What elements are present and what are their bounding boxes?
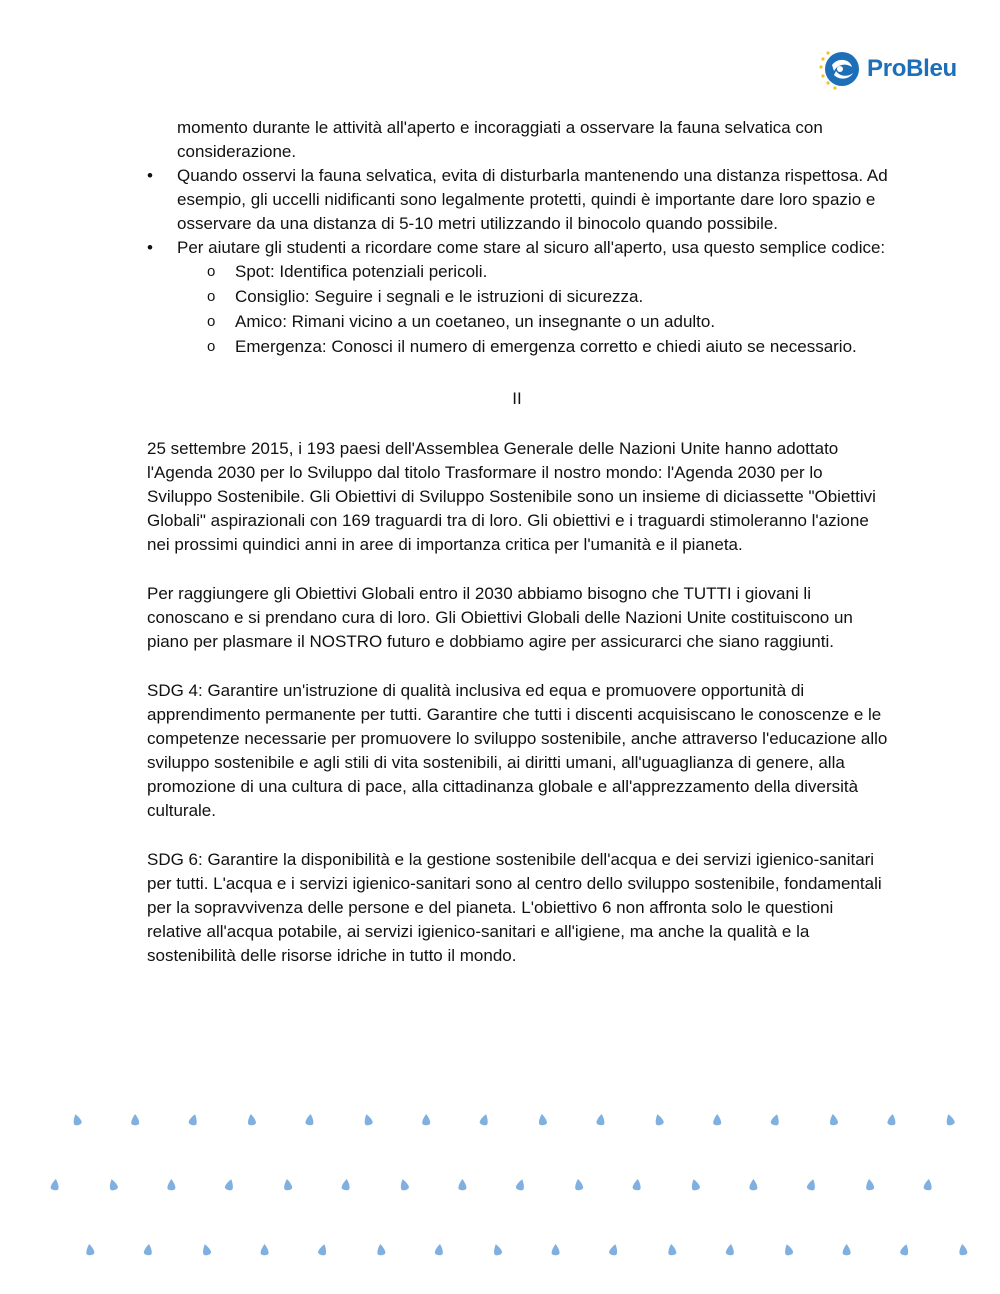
water-drop-icon [713, 1114, 721, 1125]
water-drop-icon [783, 1243, 794, 1256]
continuation-line: considerazione. [177, 142, 297, 161]
bullet-list [147, 164, 892, 260]
water-drop-icon [829, 1114, 838, 1126]
water-drop-icon [283, 1179, 292, 1191]
water-drop-icon [923, 1179, 932, 1191]
sub-item-text: Consiglio: Seguire i segnali e le istruzioni di sicurezza. [235, 287, 644, 306]
water-drop-icon [945, 1113, 956, 1126]
water-drop-icon [806, 1178, 817, 1191]
water-drop-icon [609, 1243, 620, 1256]
water-drop-icon [958, 1244, 967, 1256]
bullet-text: Quando osservi la fauna selvatica, evita di disturbarla mantenendo una distanza rispettosa. Ad esempio, gli uccelli nidificanti sono legalmente protetti, quindi è importante dare loro spazio e osservare da una distanza di 5-10 metri utilizzando il binocolo quando possibile. [177, 166, 888, 233]
water-drop-icon [318, 1243, 329, 1256]
logo-text: ProBleu [867, 55, 957, 82]
water-drop-icon [224, 1178, 235, 1191]
probleu-logo [816, 47, 966, 92]
water-drop-icon [843, 1244, 851, 1255]
water-drop-icon [458, 1179, 466, 1190]
paragraph: SDG 4: Garantire un'istruzione di qualità inclusiva ed equa e promuovere opportunità di apprendimento permanente per tutti. Garantire che tutti i discenti acquisiscano le conoscenze e le competenze necessarie per promuovere lo sviluppo sostenibile, anche attraverso l'educazione allo sviluppo sostenibile e agli stili di vita sostenibili, ai diritti umani, all'uguaglianza di genere, alla promozione di una cultura di pace, alla cittadinanza globale e all'apprezzamento della diversità culturale. [147, 681, 888, 820]
paragraph: 25 settembre 2015, i 193 paesi dell'Assemblea Generale delle Nazioni Unite hanno adottato l'Agenda 2030 per lo Sviluppo dal titolo Trasformare il nostro mondo: l'Agenda 2030 per lo Sviluppo Sostenibile. Gli Obiettivi di Sviluppo Sostenibile sono un insieme di diciassette "Obiettivi Globali" aspirazionali con 169 traguardi tra di loro. Gli obiettivi e i traguardi stimoleranno l'azione nei prossimi quindici anni in aree di importanza critica per l'umanità e il pianeta. [147, 439, 876, 554]
water-drop-icon [900, 1243, 911, 1256]
sub-item [177, 260, 892, 284]
water-drop-icon [632, 1179, 641, 1191]
water-drop-icon [201, 1243, 212, 1256]
paragraph: SDG 6: Garantire la disponibilità e la gestione sostenibile dell'acqua e dei servizi igienico-sanitari per tutti. L'acqua e i servizi igienico-sanitari sono al centro dello sviluppo sostenibile, fondamentali per la sopravvivenza delle persone e del pianeta. L'obiettivo 6 non affronta solo le questioni relative all'acqua potabile, ai servizi igienico-sanitari e all'igiene, ma anche la qualità e la sostenibilità delle risorse idriche in tutto il mondo. [147, 850, 882, 965]
water-drop-icon [690, 1178, 701, 1191]
water-drop-icon [749, 1179, 757, 1190]
water-drops-decoration [0, 1100, 1000, 1280]
water-drop-icon [552, 1244, 560, 1255]
water-drop-icon [247, 1114, 256, 1126]
probleu-emblem-icon [816, 47, 864, 92]
water-drop-icon [726, 1244, 735, 1256]
sub-item-text: Spot: Identifica potenziali pericoli. [235, 262, 488, 281]
water-drop-icon [261, 1244, 269, 1255]
sub-item-text: Emergenza: Conosci il numero di emergenza corretto e chiedi aiuto se necessario. [235, 337, 857, 356]
water-drop-icon [399, 1178, 410, 1191]
water-drop-icon [887, 1114, 896, 1126]
water-drop-icon [492, 1243, 503, 1256]
paragraph: Per raggiungere gli Obiettivi Globali entro il 2030 abbiamo bisogno che TUTTI i giovani li conoscano e si prendano cura di loro. Gli Obiettivi Globali delle Nazioni Unite costituiscono un piano per plasmare il NOSTRO futuro e dobbiamo agire per assicurarci che siano raggiunti. [147, 584, 853, 651]
water-drop-icon [188, 1113, 199, 1126]
sub-item [177, 310, 892, 334]
water-drop-icon [341, 1179, 350, 1191]
water-drop-icon [144, 1244, 153, 1256]
water-drop-icon [85, 1244, 94, 1256]
water-drop-icon [108, 1178, 119, 1191]
bullet-item [147, 164, 892, 236]
water-drop-icon [667, 1244, 676, 1256]
water-drop-icon [574, 1179, 583, 1191]
water-drop-icon [50, 1179, 59, 1191]
water-drop-icon [72, 1113, 83, 1126]
water-drop-icon [515, 1178, 526, 1191]
document-body [147, 116, 892, 968]
water-drop-icon [538, 1114, 547, 1126]
water-drop-icon [654, 1113, 665, 1126]
water-drop-icon [363, 1113, 374, 1126]
water-drop-icon [131, 1114, 139, 1125]
bullet-text: Per aiutare gli studenti a ricordare come stare al sicuro all'aperto, usa questo semplice codice: [177, 238, 886, 257]
water-drop-icon [422, 1114, 430, 1125]
water-drop-icon [435, 1244, 444, 1256]
bullet-item [147, 236, 892, 260]
continuation-line: momento durante le attività all'aperto e incoraggiati a osservare la fauna selvatica con [177, 118, 823, 137]
sub-item-text: Amico: Rimani vicino a un coetaneo, un insegnante o un adulto. [235, 312, 716, 331]
water-drop-icon [865, 1179, 874, 1191]
section-marker: II [512, 389, 522, 408]
water-drop-icon [305, 1114, 314, 1126]
sub-item [177, 335, 892, 359]
sub-item [177, 285, 892, 309]
sub-list [147, 260, 892, 359]
water-drop-icon [479, 1113, 490, 1126]
water-drop-icon [376, 1244, 385, 1256]
water-drop-icon [770, 1113, 781, 1126]
water-drop-icon [167, 1179, 175, 1190]
water-drop-icon [596, 1114, 605, 1126]
